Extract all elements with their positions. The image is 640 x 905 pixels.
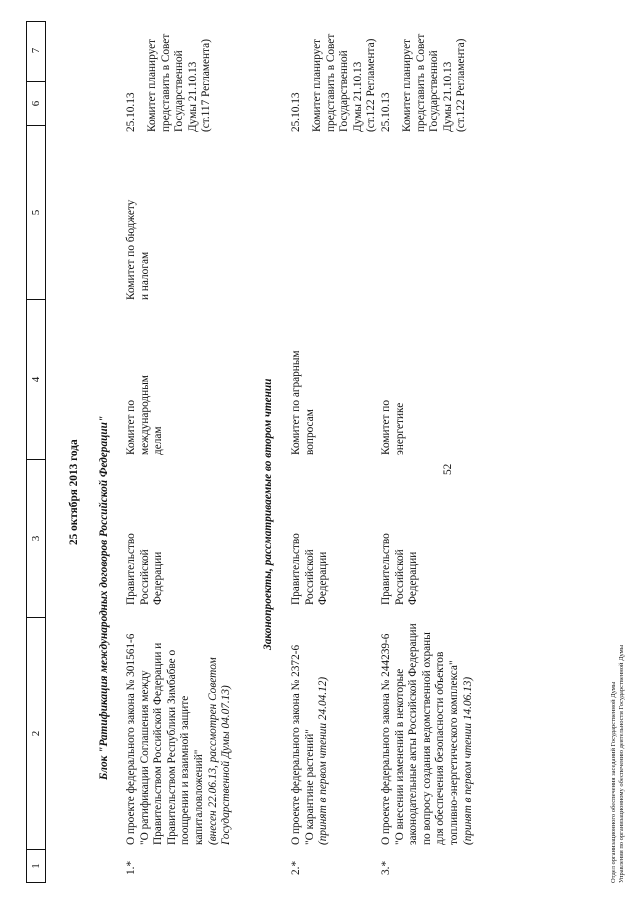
row-2-committee-line: вопросам — [303, 409, 316, 455]
row-3-plan — [401, 12, 469, 132]
row-3-plan-line: представить в Совет — [414, 33, 427, 132]
column-header-4: 4 — [27, 300, 45, 460]
row-1-plan-line: Государственной — [173, 50, 186, 132]
row-1-title — [125, 605, 234, 845]
column-header-7: 7 — [27, 20, 45, 82]
row-2-plan-line: представить в Совет — [324, 33, 337, 132]
row-1-co-committee-line: Комитет по бюджету — [125, 199, 137, 300]
row-3-committee-line: энергетике — [393, 402, 406, 455]
row-1-plan-line: Думы 21.10.13 — [186, 61, 199, 132]
row-2-date: 25.10.13 — [290, 92, 302, 132]
row-3-initiator-line: Правительство — [380, 533, 392, 605]
row-2-plan — [311, 12, 379, 132]
row-1-co-committee-line: и налогам — [138, 251, 151, 300]
row-3-initiator — [380, 465, 421, 605]
row-3-initiator-line: Федерации — [407, 551, 420, 605]
row-2-title-line: О проекте федерального закона № 2372-6 — [290, 644, 302, 845]
column-header-5: 5 — [27, 126, 45, 300]
row-1-title-line: Правительством Российской Федерации и — [152, 642, 165, 845]
row-1-committee — [125, 315, 166, 455]
footer — [610, 383, 626, 883]
row-1-title-line: поощрении и взаимной защите — [179, 695, 192, 845]
row-3-committee-line: Комитет по — [380, 399, 392, 455]
row-1-number: 1.* — [125, 860, 137, 875]
row-3-title — [380, 605, 475, 845]
row-1-committee-line: делам — [152, 426, 165, 455]
row-3-plan-line: Государственной — [428, 50, 441, 132]
row-1-committee-line: международным — [138, 375, 151, 455]
row-2-title — [290, 605, 331, 845]
row-2-initiator — [290, 465, 331, 605]
row-2-committee — [290, 315, 317, 455]
row-1-title-line: "О ратификации Соглашения между — [138, 670, 151, 845]
column-header-2: 2 — [27, 618, 45, 850]
row-1-title-line: капиталовложений" — [192, 749, 205, 845]
row-3-committee — [380, 315, 407, 455]
row-3-title-line: по вопросу создания ведомственной охраны — [420, 632, 433, 845]
row-3-title-line: О проекте федерального закона № 244239-6 — [380, 633, 392, 845]
row-1-committee-line: Комитет по — [125, 399, 137, 455]
row-1-title-line: Правительством Республики Зимбабве о — [165, 649, 178, 845]
row-1-plan-line: Комитет планирует — [146, 38, 158, 132]
row-1-plan — [146, 12, 214, 132]
row-1-date: 25.10.13 — [125, 92, 137, 132]
row-2-initiator-line: Российской — [303, 549, 316, 605]
row-2-initiator-line: Федерации — [317, 551, 330, 605]
row-1-plan-line: (ст.117 Регламента) — [200, 39, 213, 132]
row-2-note: (принят в первом чтении 24.04.12) — [317, 676, 330, 845]
row-1-initiator — [125, 465, 166, 605]
row-2-number: 2.* — [290, 860, 302, 875]
page-number: 52 — [442, 463, 454, 475]
footer-line: Отдел организационного обеспечения заседаний Государственной Думы — [610, 681, 617, 883]
row-1-co-committee — [125, 150, 152, 300]
row-3-title-line: для обеспечения безопасности объектов — [434, 651, 447, 845]
row-3-plan-line: Комитет планирует — [401, 38, 413, 132]
row-3-plan-line: Думы 21.10.13 — [441, 61, 454, 132]
footer-line: Управления по организационному обеспечению деятельности Государственной Думы — [618, 644, 625, 883]
row-3-title-line: законодательные акты Российской Федерации — [407, 623, 420, 845]
row-3-plan-line: (ст.122 Регламента) — [455, 38, 468, 132]
column-header-1: 1 — [30, 863, 42, 869]
row-1-plan-line: представить в Совет — [159, 33, 172, 132]
row-2-committee-line: Комитет по аграрным — [290, 350, 302, 455]
row-3-title-line: "О внесении изменений в некоторые — [393, 668, 406, 845]
section-title: Законопроекты, рассматриваемые во втором чтении — [262, 378, 274, 650]
row-3-initiator-line: Российской — [393, 549, 406, 605]
row-2-plan-line: (ст.122 Регламента) — [365, 38, 378, 132]
row-1-note: Государственной Думы 04.07.13) — [220, 685, 233, 845]
column-header-3: 3 — [27, 460, 45, 618]
block-title: Блок "Ратификация международных договоров Российской Федерации" — [98, 415, 110, 780]
row-3-date: 25.10.13 — [380, 92, 392, 132]
row-2-initiator-line: Правительство — [290, 533, 302, 605]
row-3-number: 3.* — [380, 860, 392, 875]
date-heading: 25 октября 2013 года — [68, 439, 80, 545]
row-1-note: (внесен 22.06.13, рассмотрен Советом — [206, 657, 219, 845]
row-3-note: (принят в первом чтении 14.06.13) — [461, 676, 474, 845]
row-1-initiator-line: Правительство — [125, 533, 137, 605]
column-header-6: 6 — [27, 82, 45, 126]
column-header-row — [26, 21, 46, 883]
row-1-initiator-line: Российской — [138, 549, 151, 605]
row-1-title-line: О проекте федерального закона № 301561-6 — [125, 633, 137, 845]
row-2-plan-line: Государственной — [338, 50, 351, 132]
row-1-initiator-line: Федерации — [152, 551, 165, 605]
row-3-title-line: топливно-энергетического комплекса" — [447, 660, 460, 845]
row-2-plan-line: Комитет планирует — [311, 38, 323, 132]
row-2-plan-line: Думы 21.10.13 — [351, 61, 364, 132]
row-2-title-line: "О карантине растений" — [303, 729, 316, 845]
